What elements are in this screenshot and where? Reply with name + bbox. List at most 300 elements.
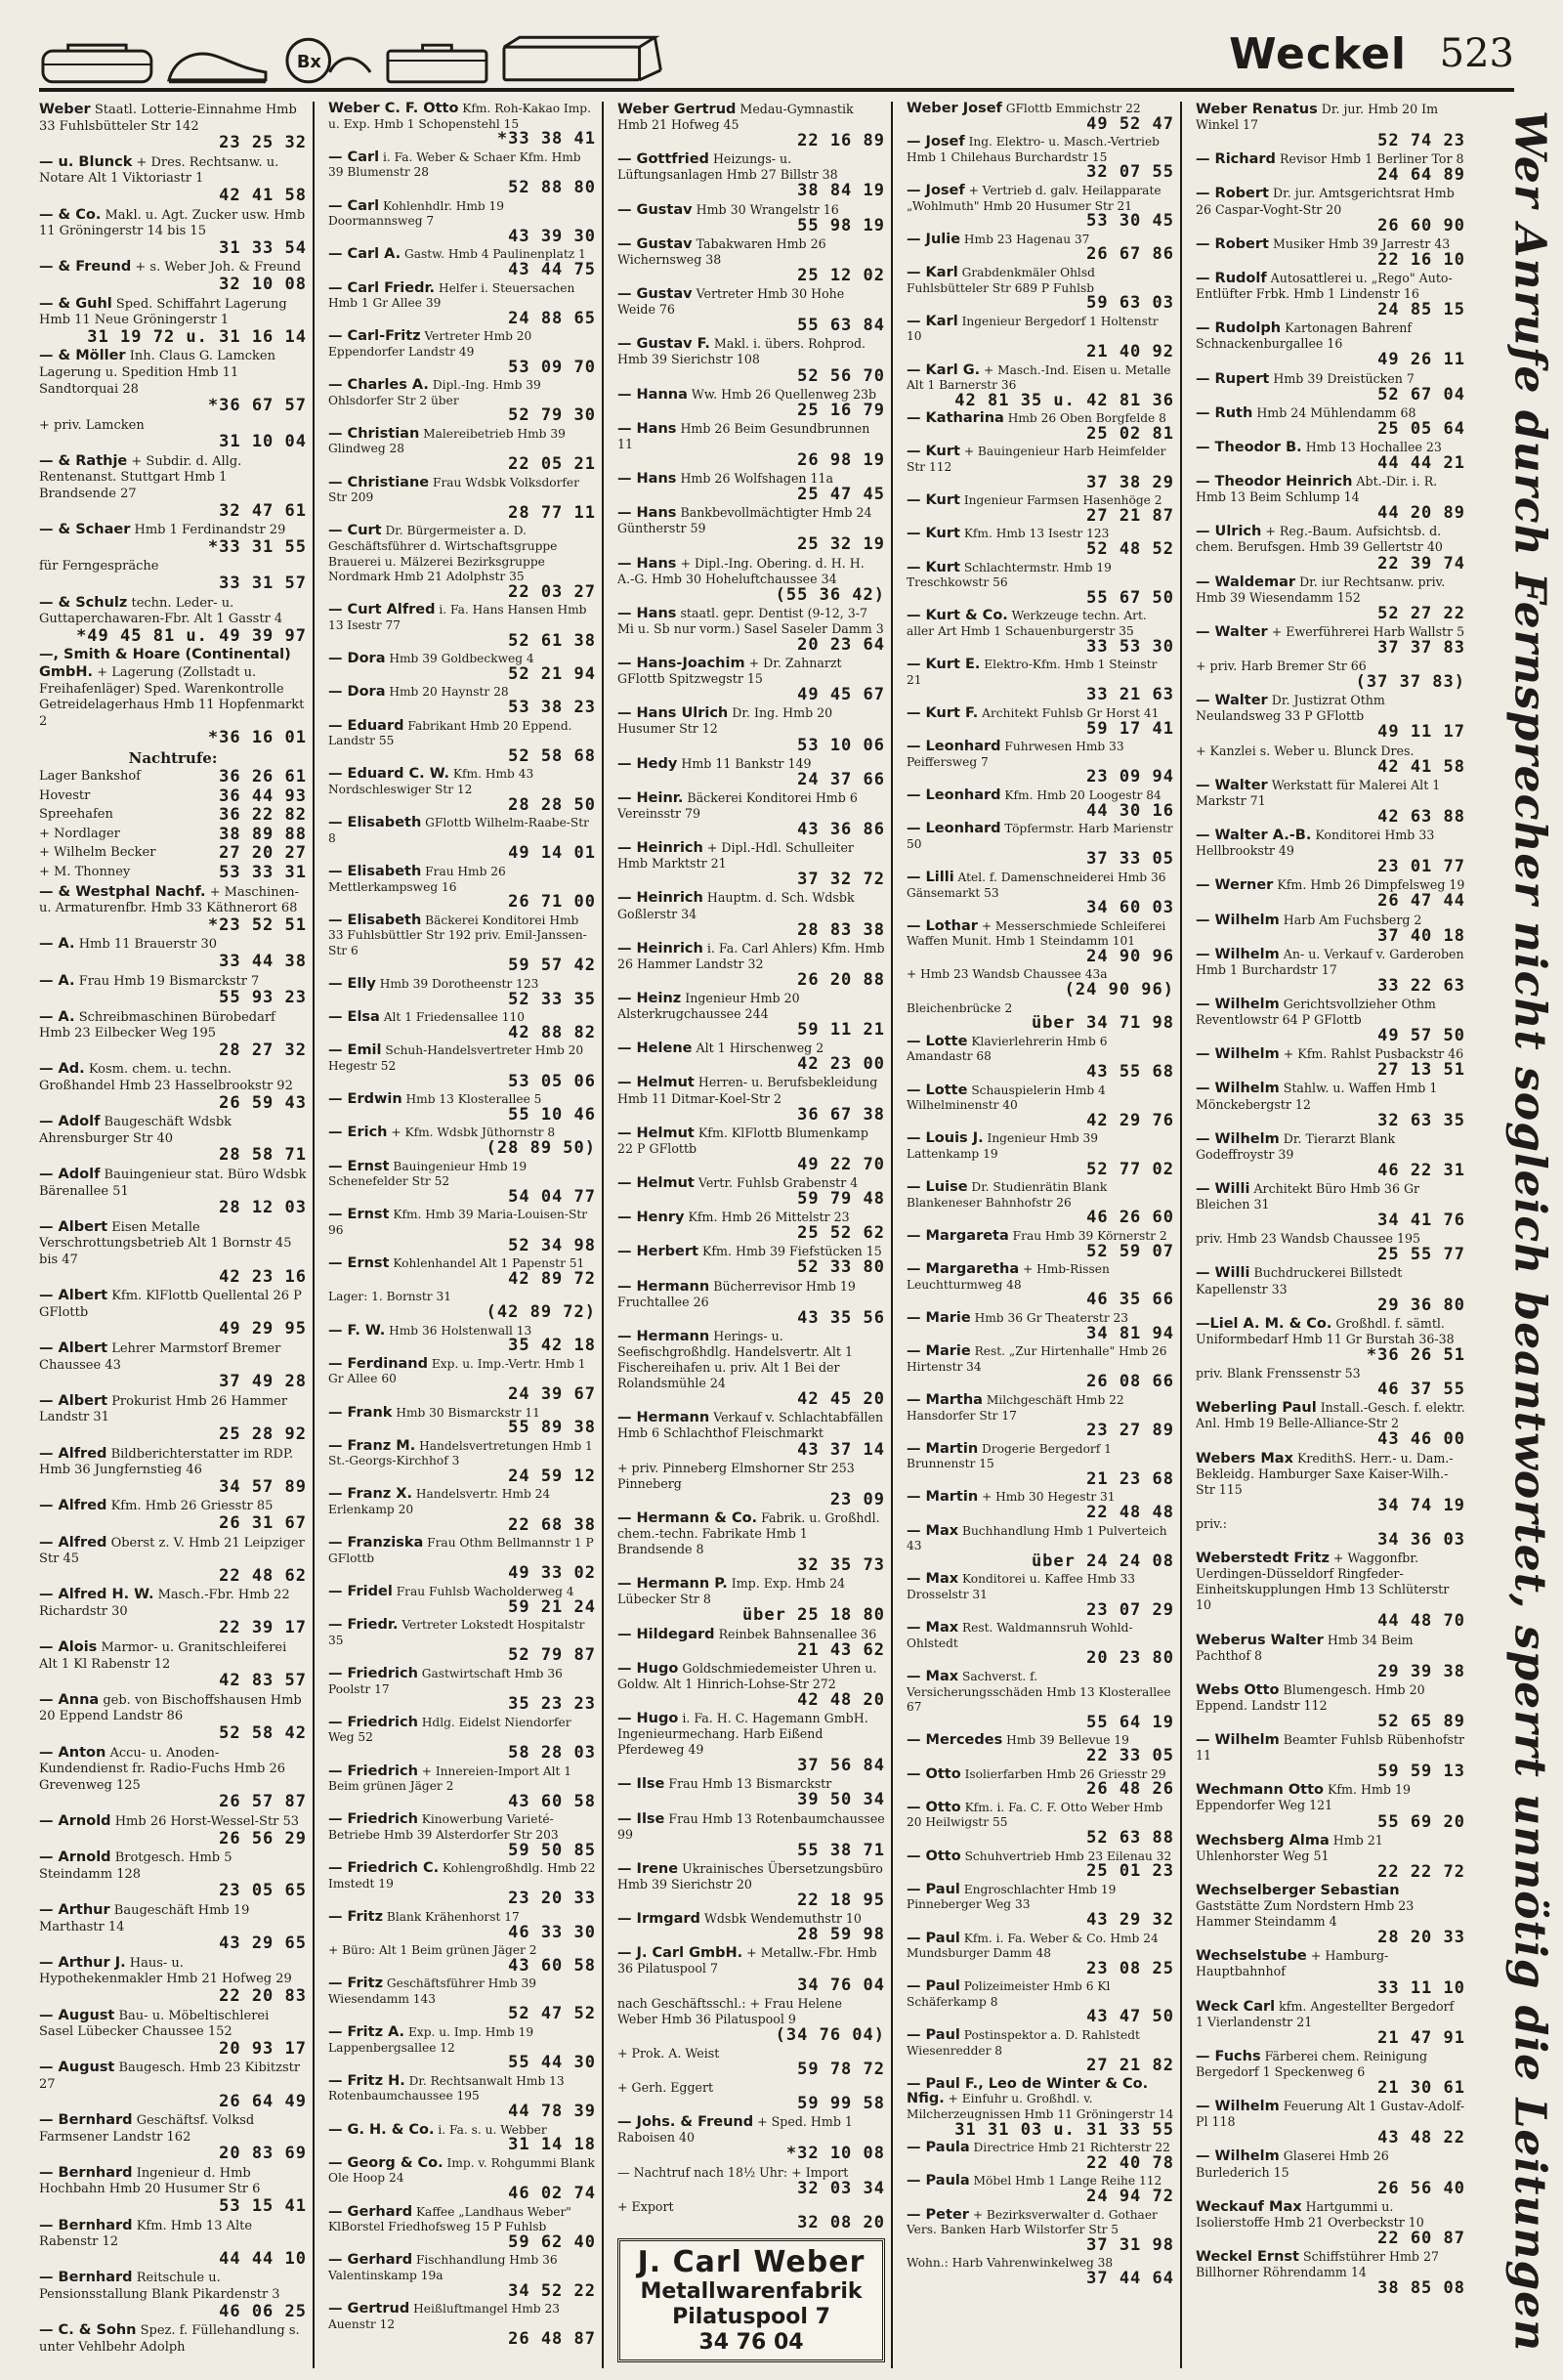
- entry-phone: 22 60 87: [1377, 2228, 1465, 2248]
- entry-details: Bauingenieur stat. Büro Wdsbk Bärenallee 51: [39, 1168, 307, 1199]
- entry-name: — Wilhelm: [1196, 2148, 1280, 2165]
- entry-phone: 34 60 03: [1086, 898, 1174, 918]
- entry-name: — Curt: [328, 523, 382, 539]
- entry-details: i. Fa. H. C. Hagemann GmbH. Ingenieurmechang. Harb Eißend Pferdeweg 49: [617, 1711, 868, 1758]
- entry-name: — Fritz: [328, 1908, 384, 1925]
- entry-name: Wechselberger Sebastian: [1196, 1882, 1400, 1898]
- entry-phone: 34 52 22: [508, 2280, 596, 2301]
- entry-name: — Albert: [39, 1218, 108, 1235]
- entry-details: Hmb 34 Beim Pachthof 8: [1196, 1632, 1414, 1663]
- entry-details: Hmb 21 Uhlenhorster Weg 51: [1196, 1832, 1383, 1863]
- nachtruf-phone: 36 22 82: [219, 805, 307, 826]
- entry-phone: 29 39 38: [1377, 1661, 1465, 1681]
- entry-phone: 26 98 19: [797, 449, 885, 470]
- entry-details: + Hmb-Rissen Leuchtturmweg 48: [907, 1262, 1110, 1292]
- entry-details: Hartgummi u. Isolierstoffe Hmb 21 Overbeckstr 10: [1196, 2198, 1424, 2230]
- entry-phone: 37 49 28: [219, 1372, 307, 1392]
- entry-phone: 24 94 72: [1086, 2187, 1174, 2206]
- directory-entry: [39, 1535, 307, 1585]
- entry-details: Hmb 13 Hochallee 23: [1305, 439, 1442, 454]
- entry-phone: 32 35 73: [797, 1555, 885, 1576]
- entry-name: — Bernhard: [39, 2112, 133, 2129]
- entry-name: — & Schulz: [39, 594, 128, 611]
- nachtruf-phone: 38 89 88: [219, 824, 307, 844]
- entry-details: Hmb 11 Bankstr 149: [681, 755, 812, 771]
- entry-details: Bau- u. Möbeltischlerei Sasel Lübecker Chaussee 152: [39, 2008, 270, 2040]
- directory-entry: [617, 756, 885, 787]
- directory-entry: [39, 1114, 307, 1164]
- entry-details: Gastw. Hmb 4 Paulinenplatz 1: [404, 247, 586, 262]
- entry-details: Vertreter Lokstedt Hospitalstr 35: [328, 1618, 585, 1647]
- directory-entry: [617, 1627, 885, 1658]
- entry-name: — Heinrich: [617, 940, 703, 956]
- entry-details: Architekt Büro Hmb 36 Gr Bleichen 31: [1196, 1181, 1420, 1212]
- entry-details: Vertreter Hmb 30 Hohe Weide 76: [617, 286, 845, 318]
- directory-entry: [1196, 1046, 1465, 1081]
- entry-name: — Eduard C. W.: [328, 766, 450, 783]
- page-number: 523: [1439, 31, 1514, 76]
- entry-name: — Otto: [907, 1799, 961, 1815]
- entry-phone: 52 27 22: [1377, 603, 1465, 623]
- entry-name: — Wilhelm: [1196, 1081, 1280, 1097]
- entry-phone: 33 53 30: [1086, 636, 1174, 657]
- entry-details: Helfer i. Steuersachen Hmb 1 Gr Allee 39: [328, 280, 575, 311]
- entry-phone: 28 20 33: [1377, 1928, 1465, 1948]
- entry-details: + Kfm. Wdsbk Jüthornstr 8: [391, 1126, 556, 1140]
- entry-details: Hmb 23 Hagenau 37: [963, 232, 1090, 246]
- entry-phone: 59 17 41: [1086, 718, 1174, 739]
- entry-name: — A.: [39, 972, 75, 989]
- entry-phone: 21 30 61: [1377, 2078, 1465, 2099]
- entry-details: Kfm. Roh-Kakao Imp. u. Exp. Hmb 1 Schopenstehl 15: [328, 102, 591, 131]
- entry-phone: 32 07 55: [1086, 162, 1174, 183]
- entry-phone: (55 36 42): [775, 584, 885, 605]
- entry-details: Hmb 39 Dreistücken 7: [1273, 370, 1415, 386]
- entry-details: Buchdruckerei Billstedt Kapellenstr 33: [1196, 1265, 1403, 1296]
- column-4: [907, 102, 1182, 2368]
- entry-name: — Dora: [328, 684, 386, 701]
- entry-name: — Franz X.: [328, 1486, 412, 1503]
- entry-phone: *33 31 55: [207, 536, 307, 557]
- entry-name: — Gustav: [617, 201, 693, 218]
- directory-entry: [1196, 236, 1465, 268]
- directory-entry: [1196, 2148, 1465, 2198]
- entry-phone: 46 26 60: [1086, 1208, 1174, 1228]
- entry-phone: 44 44 10: [219, 2248, 307, 2269]
- entry-details: Rest. Waldmannsruh Wohld-Ohlstedt: [907, 1621, 1133, 1650]
- directory-entry: [907, 184, 1174, 230]
- entry-details: Medau-Gymnastik Hmb 21 Hofweg 45: [617, 102, 854, 133]
- entry-details: Kohlengroßhdlg. Hmb 22 Imstedt 19: [328, 1861, 596, 1891]
- entry-phone: 26 20 88: [797, 969, 885, 990]
- entry-name: — Kurt & Co.: [907, 608, 1008, 624]
- entry-details: + Dipl.-Hdl. Schulleiter Hmb Marktstr 21: [617, 840, 854, 871]
- entry-details: für Ferngespräche: [39, 559, 159, 574]
- entry-phone: 44 20 89: [1377, 503, 1465, 524]
- directory-entry: [617, 1911, 885, 1945]
- running-head-name: Weckel: [1229, 29, 1407, 79]
- entry-phone: 33 22 63: [1377, 975, 1465, 996]
- entry-details: Hmb 36 Holstenwall 13: [389, 1323, 532, 1338]
- directory-entry: [617, 1576, 885, 1626]
- entry-phone: 31 33 54: [219, 237, 307, 258]
- entry-details: Fuhrwesen Hmb 33 Peiffersweg 7: [907, 740, 1124, 769]
- directory-entry: [328, 816, 596, 862]
- directory-entry: [1196, 1181, 1465, 1231]
- entry-phone: 25 02 81: [1086, 423, 1174, 444]
- advertisement-box: [617, 2238, 885, 2362]
- entry-details: Kfm. Hmb 26 Dimpfelsweg 19: [1277, 877, 1465, 893]
- entry-phone: 55 98 19: [797, 215, 885, 235]
- entry-details: GFlottb Emmichstr 22: [1005, 102, 1141, 115]
- directory-entry: [39, 1009, 307, 1059]
- directory-entry: [617, 2046, 885, 2077]
- entry-details: Install.-Gesch. f. elektr. Anl. Hmb 19 Belle-Alliance-Str 2: [1196, 1400, 1465, 1431]
- entry-phone: 49 52 47: [1086, 113, 1174, 134]
- entry-phone: 49 14 01: [508, 843, 596, 864]
- entry-phone: 52 88 80: [508, 177, 596, 197]
- entry-phone: 21 40 92: [1086, 341, 1174, 361]
- directory-entry: [1196, 1782, 1465, 1832]
- entry-phone: 38 85 08: [1377, 2278, 1465, 2299]
- directory-entry: [39, 259, 307, 292]
- entry-name: — Willi: [1196, 1181, 1250, 1197]
- entry-details: Architekt Fuhlsb Gr Horst 41: [982, 705, 1160, 720]
- entry-phone: 59 50 85: [508, 1840, 596, 1860]
- directory-entry: [617, 2080, 885, 2114]
- entry-name: — Friedrich: [328, 1714, 418, 1730]
- entry-details: Frau Hmb 19 Bismarckstr 7: [78, 973, 260, 989]
- svg-text:Bx: Bx: [296, 51, 321, 72]
- entry-name: — Arthur J.: [39, 1954, 126, 1971]
- directory-entry: [328, 1487, 596, 1533]
- entry-details: Hmb 30 Bismarckstr 11: [396, 1405, 540, 1420]
- entry-phone: 42 48 20: [797, 1689, 885, 1710]
- directory-entry: [328, 767, 596, 813]
- entry-name: — Leonhard: [907, 821, 1001, 837]
- entry-phone: 22 48 62: [219, 1565, 307, 1586]
- entry-phone: 23 01 77: [1377, 857, 1465, 877]
- entry-details: Staatl. Lotterie-Einnahme Hmb 33 Fuhlsbütteler Str 142: [39, 103, 297, 134]
- directory-entry: [39, 595, 307, 645]
- directory-entry: [328, 1910, 596, 1940]
- column-1: [39, 102, 315, 2368]
- directory-entry: [907, 609, 1174, 655]
- directory-entry: [907, 1801, 1174, 1847]
- entry-phone: 33 11 10: [1377, 1977, 1465, 1998]
- directory-entry: [907, 1035, 1174, 1081]
- entry-name: — Martin: [907, 1489, 979, 1506]
- entry-name: Weberling Paul: [1196, 1400, 1317, 1417]
- entry-name: Webs Otto: [1196, 1681, 1280, 1698]
- entry-name: — Franz M.: [328, 1437, 416, 1454]
- directory-entry: [328, 652, 596, 682]
- entry-details: Hmb 20 Haynstr 28: [389, 685, 509, 700]
- entry-details: Hmb 39 Goldbeckweg 4: [389, 652, 534, 666]
- entry-phone: 34 57 89: [219, 1476, 307, 1497]
- nachtruf-label: + Nordlager: [39, 826, 120, 841]
- entry-name: — Fritz A.: [328, 2024, 405, 2041]
- entry-details: Werkzeuge techn. Art. aller Art Hmb 1 Schauenburgerstr 35: [907, 609, 1147, 638]
- entry-name: — Hermann: [617, 1278, 710, 1295]
- entry-name: Wechsberg Alma: [1196, 1832, 1330, 1849]
- entry-details: Färberei chem. Reinigung Bergedorf 1 Speckenweg 6: [1196, 2048, 1428, 2079]
- entry-details: Sped. Schiffahrt Lagerung Hmb 11 Neue Gröningerstr 1: [39, 296, 287, 328]
- entry-name: — Hans: [617, 605, 677, 621]
- entry-details: Hauptm. d. Sch. Wdsbk Goßlerstr 34: [617, 890, 855, 921]
- column-3: [617, 102, 893, 2368]
- entry-details: Exp. u. Imp.-Vertr. Hmb 1 Gr Allee 60: [328, 1356, 586, 1386]
- entry-phone: 22 48 48: [1086, 1503, 1174, 1523]
- directory-entry: [328, 865, 596, 911]
- entry-details: Schlachtermstr. Hmb 19 Treschkowstr 56: [907, 560, 1112, 590]
- entry-name: — Wilhelm: [1196, 1130, 1280, 1147]
- entry-name: — Louis J.: [907, 1130, 984, 1147]
- directory-entry: [328, 977, 596, 1007]
- entry-phone: 26 31 67: [219, 1512, 307, 1533]
- entry-name: — Georg & Co.: [328, 2154, 444, 2171]
- directory-entry: [907, 1733, 1174, 1764]
- directory-entry: [39, 647, 307, 746]
- entry-name: — Hermann P.: [617, 1576, 728, 1593]
- entry-name: — Martin: [907, 1440, 979, 1457]
- directory-entry: [617, 1996, 885, 2043]
- entry-name: — Peter: [907, 2206, 969, 2223]
- entry-name: Weber: [39, 102, 91, 117]
- entry-details: geb. von Bischoffshausen Hmb 20 Eppend Landstr 86: [39, 1692, 302, 1724]
- entry-name: — Gustav: [617, 235, 693, 252]
- entry-phone: 55 64 19: [1086, 1712, 1174, 1732]
- entry-phone: 52 65 89: [1377, 1712, 1465, 1731]
- entry-details: Hmb 36 Gr Theaterstr 23: [974, 1310, 1129, 1325]
- directory-entry: [328, 2302, 596, 2348]
- directory-entry: [617, 1126, 885, 1172]
- entry-phone: 37 56 84: [797, 1756, 885, 1776]
- entry-name: — Margareta: [907, 1227, 1009, 1244]
- entry-details: + Waggonfbr. Uerdingen-Düsseldorf Ringfeder-Einheitskupplungen Hmb 13 Schlüterstr 10: [1196, 1551, 1450, 1613]
- entry-phone: 58 28 03: [508, 1742, 596, 1763]
- entry-name: — Charles A.: [328, 377, 429, 394]
- directory-entry: [907, 1572, 1174, 1618]
- entry-name: Weberstedt Fritz: [1196, 1551, 1330, 1567]
- directory-entry: [907, 2028, 1174, 2074]
- directory-entry: [1196, 877, 1465, 912]
- entry-details: Harb Am Fuchsberg 2: [1283, 912, 1422, 927]
- entry-phone: (24 90 96): [1064, 980, 1174, 1000]
- entry-details: Heizungs- u. Lüftungsanlagen Hmb 27 Billstr 38: [617, 151, 838, 183]
- entry-phone: 20 93 17: [219, 2038, 307, 2059]
- entry-details: Kfm. Hmb 39 Fiefstücken 15: [701, 1244, 882, 1259]
- entry-phone: 34 74 19: [1377, 1495, 1465, 1515]
- directory-entry: [617, 236, 885, 283]
- nachtruf-phone: 27 20 27: [219, 843, 307, 864]
- directory-entry: [328, 1357, 596, 1403]
- entry-name: — Theodor Heinrich: [1196, 474, 1353, 490]
- entry-phone: 23 08 25: [1086, 1958, 1174, 1978]
- entry-name: — Friedrich: [328, 1763, 418, 1779]
- entry-name: Weber C. F. Otto: [328, 102, 459, 116]
- directory-entry: [39, 2165, 307, 2215]
- directory-entry: [907, 822, 1174, 868]
- entry-details: staatl. gepr. Dentist (9-12, 3-7 Mi u. Sb nur vorm.) Sasel Saseler Damm 3: [617, 605, 884, 636]
- entry-details: Blank Krähenhorst 17: [386, 1909, 520, 1924]
- entry-details: Dr. Studienrätin Blank Blankeneser Bahnhofstr 26: [907, 1180, 1108, 1210]
- directory-entry: [1196, 474, 1465, 524]
- entry-name: — Friedrich: [328, 1666, 418, 1681]
- entry-phone: *32 10 08: [785, 2144, 885, 2164]
- entry-phone: *49 45 81 u. 49 39 97: [76, 625, 307, 646]
- directory-entry: [617, 2199, 885, 2231]
- entry-details: Exp. u. Imp. Hmb 19 Lappenbergsallee 12: [328, 2025, 534, 2055]
- entry-phone: 52 33 80: [797, 1257, 885, 1278]
- entry-phone: 53 10 06: [797, 735, 885, 755]
- directory-entry: [1196, 371, 1465, 403]
- entry-name: — Karl: [907, 264, 958, 280]
- directory-entry: [328, 2025, 596, 2071]
- entry-name: — Theodor B.: [1196, 439, 1302, 455]
- entry-name: — August: [39, 2060, 115, 2076]
- entry-name: — Hugo: [617, 1660, 679, 1677]
- entry-details: i. Fa. Hans Hansen Hmb 13 Isestr 77: [328, 603, 587, 632]
- entry-phone: 55 44 30: [508, 2053, 596, 2073]
- entry-name: — Alfred: [39, 1534, 107, 1551]
- entry-phone: 43 47 50: [1086, 2007, 1174, 2027]
- entry-phone: 59 79 48: [797, 1189, 885, 1210]
- entry-name: — Leonhard: [907, 739, 1001, 755]
- directory-entry: [39, 1219, 307, 1285]
- entry-name: — Wilhelm: [1196, 1046, 1280, 1063]
- entry-details: Ukrainisches Übersetzungsbüro Hmb 39 Sierichstr 20: [617, 1860, 883, 1891]
- entry-name: Wechselstube: [1196, 1948, 1307, 1965]
- entry-phone: *23 52 51: [207, 914, 307, 935]
- entry-name: — Herbert: [617, 1244, 698, 1260]
- entry-phone: 32 03 34: [797, 2178, 885, 2198]
- entry-phone: (28 89 50): [486, 1138, 596, 1158]
- entry-name: — Max: [907, 1522, 959, 1539]
- entry-details: Konditorei u. Kaffee Hmb 33 Drosselstr 31: [907, 1572, 1136, 1602]
- entry-details: Hmb 39 Dorotheenstr 123: [379, 977, 539, 992]
- entry-details: Haus- u. Hypothekenmakler Hmb 21 Hofweg 29: [39, 1955, 292, 1987]
- entry-name: — Hugo: [617, 1711, 679, 1726]
- entry-phone: 25 12 02: [797, 265, 885, 285]
- entry-phone: 53 15 41: [219, 2196, 307, 2217]
- entry-details: Engroschlachter Hmb 19 Pinneberger Weg 33: [907, 1882, 1117, 1912]
- entry-phone: *33 38 41: [496, 129, 596, 149]
- entry-name: — Wilhelm: [1196, 946, 1280, 962]
- entry-phone: 22 20 83: [219, 1985, 307, 2006]
- entry-phone: 52 67 04: [1377, 384, 1465, 404]
- entry-phone: 52 58 42: [219, 1723, 307, 1744]
- directory-entry: [907, 1767, 1174, 1798]
- entry-details: Polizeimeister Hmb 6 Kl Schäferkamp 8: [907, 1979, 1111, 2009]
- entry-phone: 46 33 30: [508, 1922, 596, 1942]
- directory-entry: [328, 1208, 596, 1254]
- nachtrufe-heading: Nachtrufe:: [128, 748, 218, 767]
- directory-entry: [1196, 2099, 1465, 2146]
- entry-phone: 26 71 00: [508, 892, 596, 913]
- entry-phone: 52 21 94: [508, 663, 596, 684]
- entry-details: Kohlenhdlr. Hmb 19 Doormannsweg 7: [328, 198, 505, 229]
- entry-phone: 23 07 29: [1086, 1599, 1174, 1620]
- entry-details: Makl. u. Agt. Zucker usw. Hmb 11 Gröningerstr 14 bis 15: [39, 207, 306, 239]
- entry-details: Fabrik. u. Großhdl. chem.-techn. Fabrikate Hmb 1 Brandsende 8: [617, 1509, 880, 1557]
- entry-details: Hmb 26 Beim Gesundbrunnen 11: [617, 420, 870, 451]
- entry-phone: 43 39 30: [508, 226, 596, 246]
- entry-phone: 32 47 61: [219, 500, 307, 521]
- directory-entry: [328, 2156, 596, 2202]
- entry-details: Gerichtsvollzieher Othm Reventlowstr 64 P GFlottb: [1196, 996, 1436, 1028]
- entry-phone: 23 09: [829, 1489, 885, 1509]
- directory-entry: [907, 493, 1174, 524]
- briefcase-icon: [39, 37, 155, 86]
- entry-name: — Adolf: [39, 1114, 101, 1130]
- entry-name: — Carl-Fritz: [328, 328, 421, 345]
- directory-entry: [328, 524, 596, 600]
- entry-name: — Paul: [907, 1930, 960, 1946]
- entry-name: — Paula: [907, 2140, 970, 2156]
- directory-entry: [328, 1618, 596, 1664]
- directory-entry: [617, 1811, 885, 1858]
- entry-details: Bleichenbrücke 2: [907, 1000, 1013, 1015]
- entry-name: — Ruth: [1196, 404, 1253, 421]
- entry-phone: 32 08 20: [797, 2212, 885, 2232]
- entry-details: priv. Hmb 23 Wandsb Chaussee 195: [1196, 1231, 1421, 1247]
- entry-phone: 42 88 82: [508, 1022, 596, 1042]
- directory-entry: [328, 281, 596, 327]
- entry-phone: 52 48 52: [1086, 539, 1174, 560]
- entry-phone: 27 21 82: [1086, 2056, 1174, 2076]
- entry-phone: 26 67 86: [1086, 244, 1174, 265]
- entry-name: — Irene: [617, 1860, 679, 1877]
- directory-entry: [39, 1745, 307, 1810]
- entry-details: Fischhandlung Hmb 36 Valentinskamp 19a: [328, 2253, 558, 2282]
- entry-phone: 31 31 03 u. 31 33 55: [954, 2119, 1174, 2140]
- entry-phone: 52 33 35: [508, 989, 596, 1009]
- directory-entry: [39, 296, 307, 346]
- directory-entry: [907, 135, 1174, 181]
- directory-entry: [1196, 1451, 1465, 1513]
- directory-entry: [907, 1621, 1174, 1667]
- entry-name: — Paula: [907, 2173, 970, 2189]
- entry-details: Großhdl. f. sämtl. Uniformbedarf Hmb 11 Gr Burstah 36-38: [1196, 1315, 1455, 1346]
- entry-name: — Ernst: [328, 1158, 390, 1174]
- entry-details: Verkauf v. Schlachtabfällen Hmb 6 Schlachthof Fleischmarkt: [617, 1410, 884, 1441]
- entry-phone: 31 19 72 u. 31 16 14: [87, 326, 307, 347]
- entry-details: Gaststätte Zum Nordstern Hmb 23 Hammer Steindamm 4: [1196, 1898, 1415, 1930]
- entry-name: — Dora: [328, 651, 386, 667]
- entry-phone: 43 60 58: [508, 1791, 596, 1811]
- entry-name: Weber Renatus: [1196, 102, 1318, 117]
- entry-name: — Fritz: [328, 1976, 384, 1992]
- entry-phone: 37 31 98: [1086, 2234, 1174, 2255]
- trademark-logo-icon: [281, 33, 374, 86]
- entry-details: Kfm. Hmb 39 Maria-Louisen-Str 96: [328, 1208, 588, 1237]
- entry-name: — Anna: [39, 1691, 100, 1708]
- entry-phone: 42 45 20: [797, 1389, 885, 1410]
- entry-name: — Fritz H.: [328, 2072, 405, 2089]
- entry-details: + Dr. Zahnarzt GFlottb Spitzwegstr 15: [617, 656, 842, 687]
- directory-entry: [1196, 1682, 1465, 1729]
- entry-details: Ingenieur Bergedorf 1 Holtenstr 10: [907, 314, 1159, 344]
- entry-phone: (42 89 72): [486, 1301, 596, 1322]
- entry-details: Postinspektor a. D. Rahlstedt Wiesenredder 8: [907, 2028, 1140, 2058]
- entry-name: — & Co.: [39, 206, 102, 223]
- entry-phone: 49 26 11: [1377, 350, 1465, 370]
- entry-name: — Walter: [1196, 693, 1268, 709]
- directory-entry: [328, 150, 596, 196]
- directory-entry: [328, 1290, 596, 1320]
- directory-entry: [39, 558, 307, 594]
